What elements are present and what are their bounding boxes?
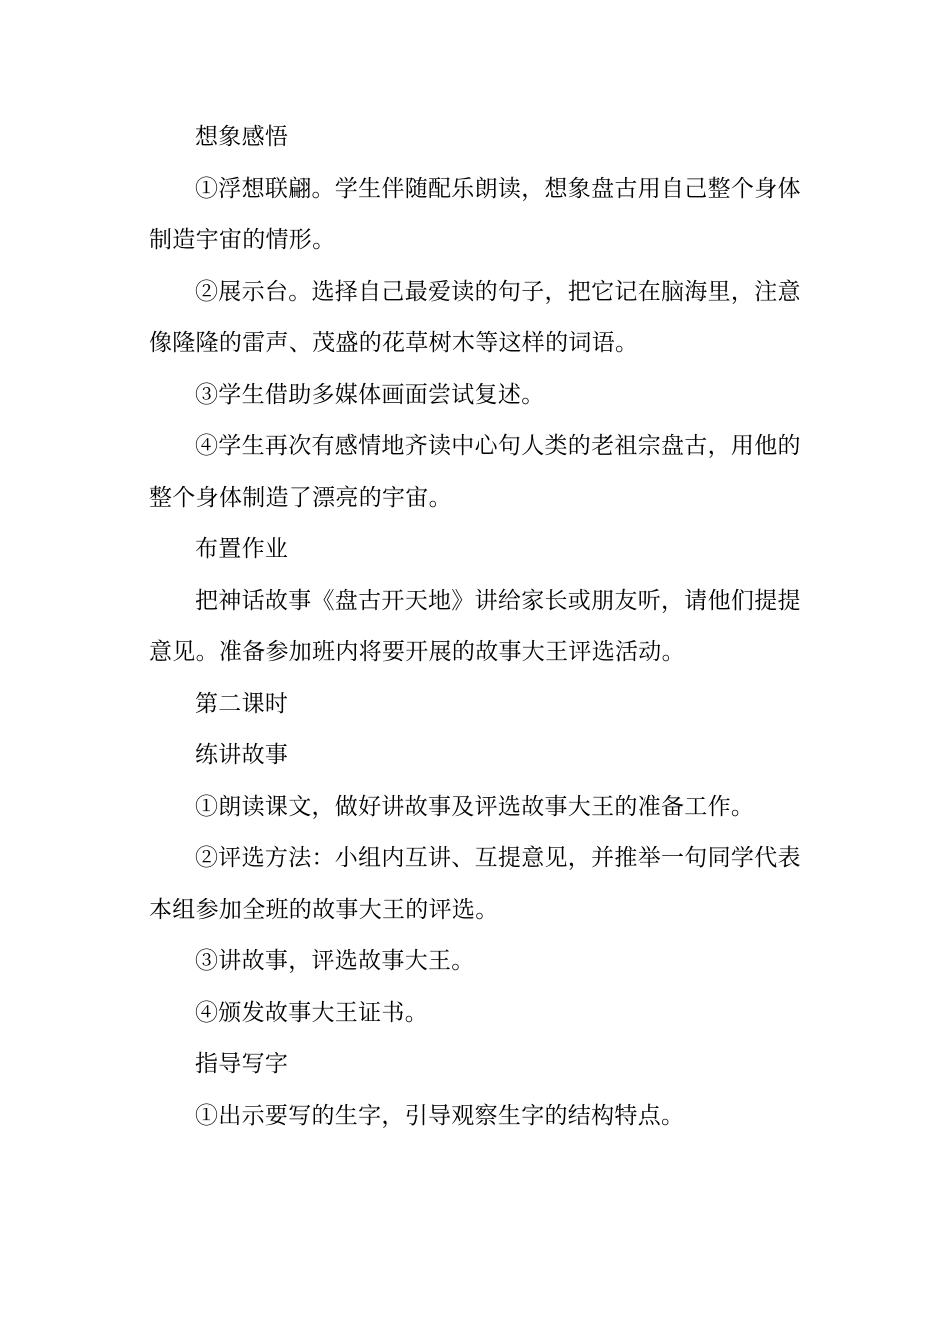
section-heading-second-lesson: 第二课时 bbox=[195, 690, 289, 717]
section-heading-imagine: 想象感悟 bbox=[195, 124, 289, 150]
paragraph-practice-3: ③讲故事，评选故事大王。 bbox=[195, 948, 475, 974]
section-heading-writing: 指导写字 bbox=[195, 1051, 289, 1077]
paragraph-writing-1: ①出示要写的生字，引导观察生字的结构特点。 bbox=[195, 1102, 685, 1129]
section-heading-practice-story: 练讲故事 bbox=[195, 742, 289, 768]
paragraph-practice-1: ①朗读课文，做好讲故事及评选故事大王的准备工作。 bbox=[195, 793, 755, 820]
paragraph-practice-2: ②评选方法：小组内互讲、互提意见，并推举一句同学代表本组参加全班的故事大王的评选。 bbox=[149, 845, 801, 923]
paragraph-step-1: ①浮想联翩。学生伴随配乐朗读，想象盘古用自己整个身体制造宇宙的情形。 bbox=[149, 175, 801, 253]
section-heading-homework: 布置作业 bbox=[195, 536, 289, 562]
paragraph-step-4: ④学生再次有感情地齐读中心句人类的老祖宗盘古，用他的整个身体制造了漂亮的宇宙。 bbox=[149, 433, 801, 511]
document-page bbox=[149, 112, 809, 1142]
paragraph-step-2: ②展示台。选择自己最爱读的句子，把它记在脑海里，注意像隆隆的雷声、茂盛的花草树木等这样的词语。 bbox=[149, 278, 801, 356]
paragraph-practice-4: ④颁发故事大王证书。 bbox=[195, 999, 428, 1026]
paragraph-homework: 把神话故事《盘古开天地》讲给家长或朋友听，请他们提提意见。准备参加班内将要开展的故事大王评选活动。 bbox=[149, 587, 801, 665]
paragraph-step-3: ③学生借助多媒体画面尝试复述。 bbox=[195, 381, 545, 408]
